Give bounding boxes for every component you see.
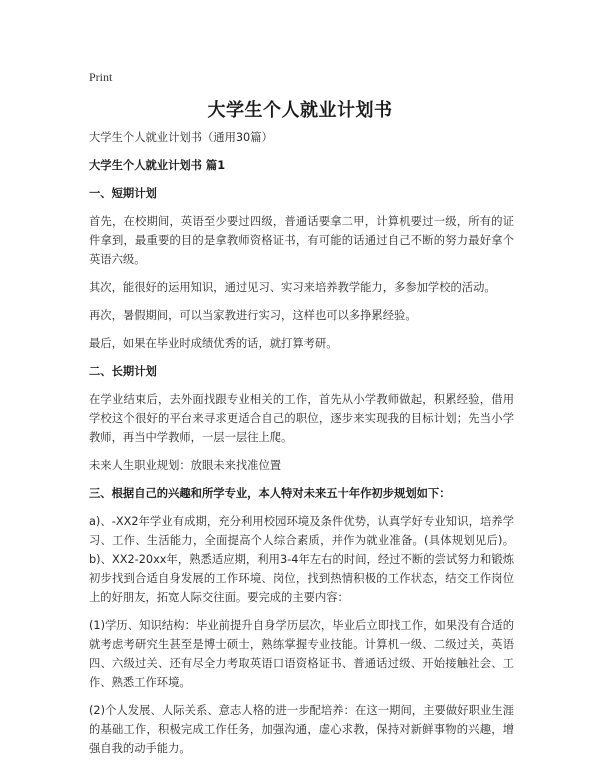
paragraph: 未来人生职业规划：放眼未来找准位置 (89, 459, 282, 472)
paragraph: a)、-XX2年学业有成期，充分利用校园环境及条件优势，认真学好专业知识，培养学习、工作、生活能力，全面提高个人综合素质，并作为就业准备。(具体规划见后)。b)、XX2-20xx年，熟悉适应期，利用3-4年左右的时间，经过不断的尝试努力和锻炼初步找到合适自身发展的工作环境、岗位，找到热情积极的工作状态，结交工作岗位上的好朋友，拓宽人际交往面。要完成的主要内容： (89, 515, 514, 604)
paragraph: 在学业结束后，去外面找跟专业相关的工作，首先从小学教师做起，积累经验，借用学校这个很好的平台来寻求更适合自己的职位，逐步来实现我的目标计划；先当小学教师，再当中学教师，一层一层往上爬。 (89, 393, 514, 444)
print-label: Print (89, 70, 113, 84)
paragraph: (1)学历、知识结构：毕业前提升自身学历层次，毕业后立即找工作，如果没有合适的就考虑考研究生甚至是博士硕士，熟练掌握专业技能。计算机一级、二级过关，英语四、六级过关、还有尽全力考取英语口语资格证书、普通话过级、开始接触社会、工作、熟悉工作环境。 (89, 619, 514, 689)
paragraph: (2)个人发展、人际关系、意志人格的进一步配培养：在这一期间，主要做好职业生涯的基础工作，积极完成工作任务，加强沟通，虚心求教，保持对新鲜事物的兴趣，增强自我的动手能力。 (89, 704, 514, 755)
document-subtitle: 大学生个人就业计划书（通用30篇） (89, 131, 273, 144)
document-body (89, 128, 514, 767)
section-heading-long-term: 二、长期计划 (89, 365, 157, 378)
section-heading-short-term: 一、短期计划 (89, 187, 157, 200)
paragraph: 其次，能很好的运用知识，通过见习、实习来培养教学能力，多参加学校的活动。 (89, 281, 496, 294)
article-title: 大学生个人就业计划书 篇1 (89, 159, 226, 172)
paragraph: 首先，在校期间，英语至少要过四级，普通话要拿二甲，计算机要过一级，所有的证件拿到，最重要的目的是拿教师资格证书，有可能的话通过自己不断的努力最好拿个英语六级。 (89, 215, 514, 266)
page-title: 大学生个人就业计划书 (207, 100, 393, 121)
section-heading-fifty-year-plan: 三、根据自己的兴趣和所学专业，本人特对未来五十年作初步规划如下： (89, 487, 451, 500)
paragraph: 最后，如果在毕业时成绩优秀的话，就打算考研。 (89, 337, 338, 350)
paragraph: 再次，暑假期间，可以当家教进行实习，这样也可以多挣累经验。 (89, 309, 417, 322)
